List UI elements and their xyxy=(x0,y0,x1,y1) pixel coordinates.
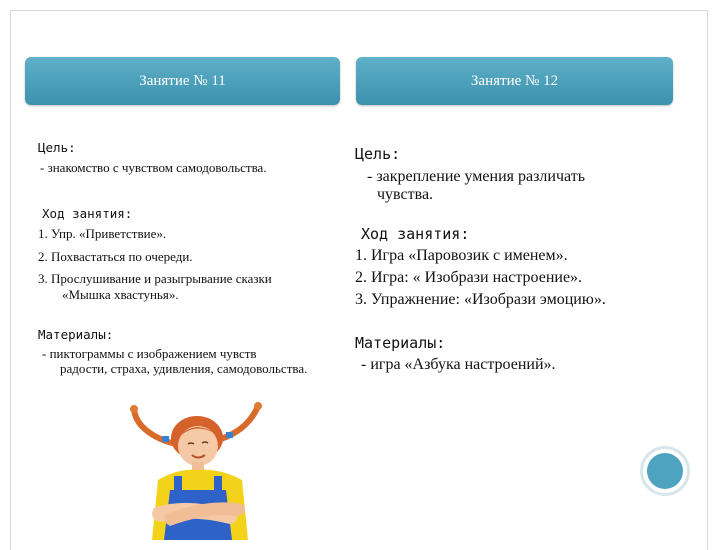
lesson11-plan-item: 1. Упр. «Приветствие». xyxy=(38,226,167,241)
lesson12-header xyxy=(356,57,673,105)
lesson11-plan-label: Ход занятия: xyxy=(42,206,133,221)
lesson11-goal-text: - знакомство с чувством самодовольства. xyxy=(40,160,267,175)
lesson11-plan-item: «Мышка хвастунья». xyxy=(62,287,179,302)
circle-decoration xyxy=(640,446,690,496)
lesson12-plan-item: 3. Упражнение: «Изобрази эмоцию». xyxy=(355,291,606,308)
lesson11-goal-label: Цель: xyxy=(38,140,76,155)
lesson12-plan-item: 2. Игра: « Изобрази настроение». xyxy=(355,269,583,286)
lesson12-plan-label: Ход занятия: xyxy=(361,225,470,243)
lesson12-content xyxy=(355,143,695,376)
lesson11-materials-line: - пиктограммы с изображением чувств xyxy=(42,346,257,361)
lesson12-title: Занятие № 12 xyxy=(470,72,559,89)
lesson12-plan-item: 1. Игра «Паровозик с именем». xyxy=(355,247,568,264)
lesson12-goal-line: чувства. xyxy=(377,186,434,203)
girl-illustration xyxy=(118,400,280,540)
lesson12-materials-text: - игра «Азбука настроений». xyxy=(361,356,556,373)
lesson12-goal-line: - закрепление умения различать xyxy=(367,168,585,185)
lesson11-title: Занятие № 11 xyxy=(139,72,226,89)
circle-decoration-inner xyxy=(647,453,683,489)
lesson11-header xyxy=(25,57,340,105)
lesson11-materials-label: Материалы: xyxy=(38,327,114,342)
lesson12-goal-label: Цель: xyxy=(355,145,401,163)
lesson11-plan-item: 2. Похвастаться по очереди. xyxy=(38,249,193,264)
lesson11-materials-line: радости, страха, удивления, самодовольства. xyxy=(60,361,308,376)
lesson11-content xyxy=(38,138,358,377)
lesson11-plan-item: 3. Прослушивание и разыгрывание сказки xyxy=(38,271,272,286)
lesson12-materials-label: Материалы: xyxy=(355,334,446,352)
